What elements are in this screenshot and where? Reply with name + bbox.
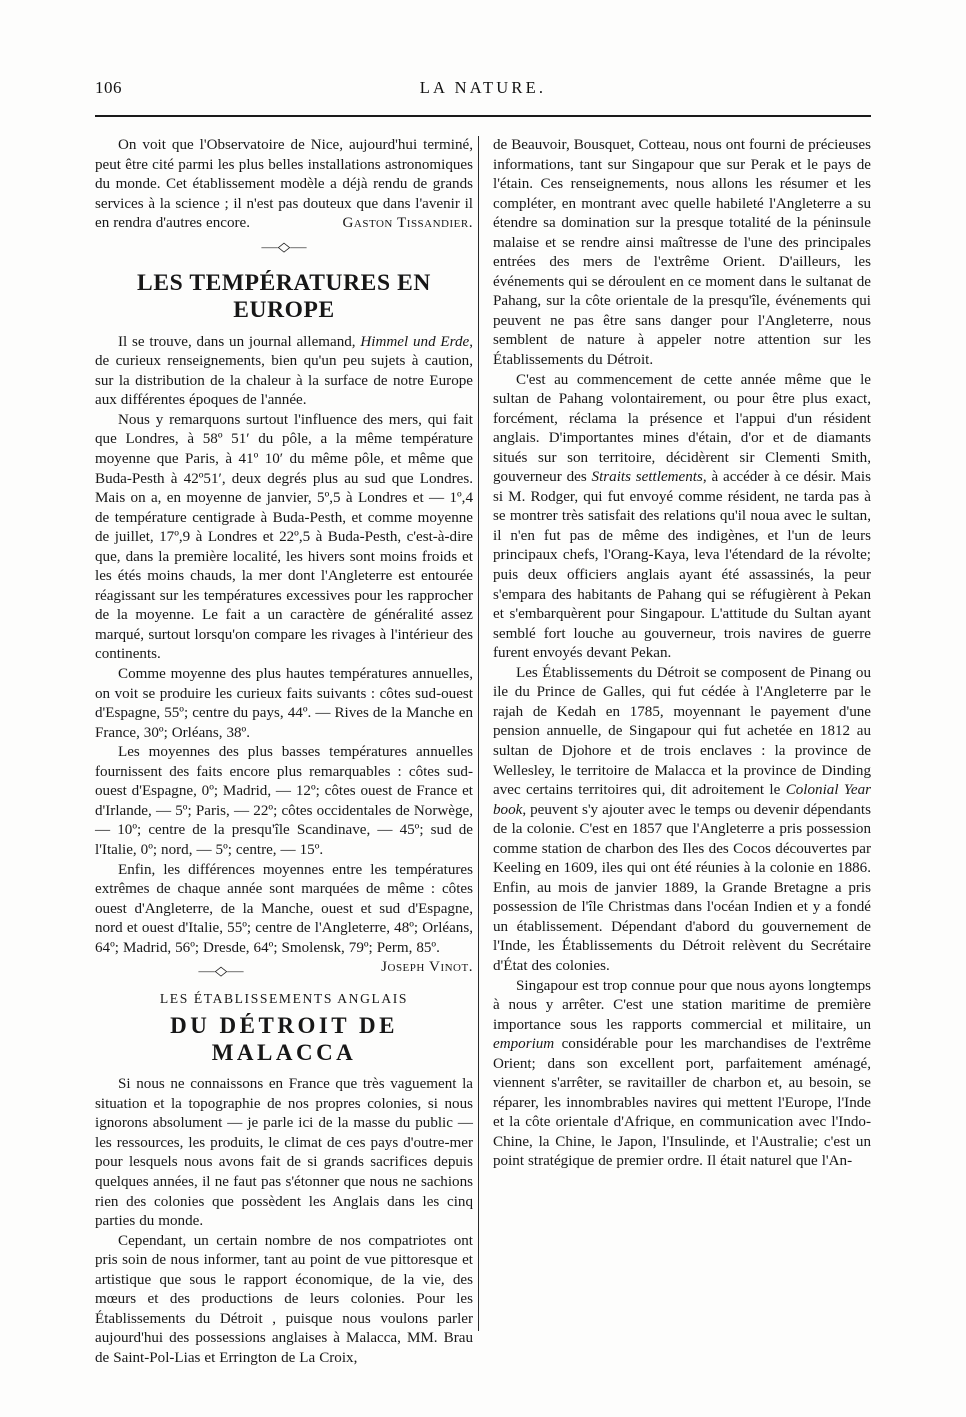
article-title-malacca: DU DÉTROIT DE MALACCA: [170, 1013, 398, 1066]
journal-title: LA NATURE.: [419, 78, 547, 97]
paragraph-right-3: [493, 664, 871, 977]
column-divider-rule: [478, 136, 479, 1331]
paragraph-text-a: C'est au commencement de cette année même que le sultan de Pahang volontairement, ou pour être plus exact, forcément, réclama la présence et l'appui d'un résident anglais. D'importantes mines d'étain, d'or et de diamants situés sur son territoire, décidèrent sir Clementi Smith, gouverneur des: [493, 371, 871, 486]
running-head: [95, 78, 871, 104]
paragraph-text-b: , peuvent s'y ajouter avec le temps ou devenir dépendants de la colonie. C'est en 1857 que l'Angleterre a pris possession comme station de charbon des Iles des Cocos découvertes par Keeling en 1609, iles qui ont été réunies à la colonie en 1886. Enfin, au mois de janvier 1889, la Grande Bretagne a pris possession de l'île Christmas dans l'océan Indien et y a fondé un établissement. Dépendant d'abord du gouvernement de l'Inde, les Établissements du Détroit relèvent du Secrétaire d'État des colonies.: [493, 801, 871, 974]
paragraph-text-a: Singapour est trop connue pour que nous ayons longtemps à nous y arrêter. C'est une station maritime de première importance sous les rapports commercial et militaire, un: [493, 977, 871, 1033]
article-title-temperatures: LES TEMPÉRATURES EN EUROPE: [137, 269, 431, 323]
article-kicker-etablissements-anglais: LES ÉTABLISSEMENTS ANGLAIS: [159, 991, 409, 1007]
paragraph-temperatures-4: Les moyennes des plus basses températures annuelles fournissent des faits encore plus remarquables : côtes sud-ouest d'Espagne, 0º; Madrid, — 12º; côtes ouest de France et d'Irlande, — 5º; Paris, — 22º; côtes occidentales de Norwège, — 10º; centre de la presqu'île Scandinave, — 45º; sud de l'Italie, 0º; nord, — 5º; centre, — 15º.: [95, 744, 473, 858]
paragraph-right-4: [493, 977, 871, 1172]
ornament-divider-1: [95, 234, 473, 260]
signature-joseph-vinot: Joseph Vinot.: [381, 959, 473, 976]
paragraph-text-a: Il se trouve, dans un journal allemand,: [118, 333, 361, 350]
paragraph-text-b: , à accéder à ce désir. Mais si M. Rodger, qui fut envoyé comme résident, ne tarda pas à se montrer très satisfait des relations qu'il noua avec le sultan, il n'en fut pas de même des indigènes, et l'un de leurs principaux chefs, l'Orang-Kaya, leva l'étendard de la révolte; puis deux officiers anglais ayant été assassinés, la peur s'empara des habitants de Pahang qui se réfugièrent à Pekan et s'embarquèrent pour Singapour. L'attitude du Sultan ayant semblé fort louche au gouverneur, trois navires de guerre furent envoyés devant Pekan.: [493, 469, 871, 662]
paragraph-temperatures-2: Nous y remarquons surtout l'influence des mers, qui fait que Londres, à 58º 51′ du pôle, a la même température moyenne que Paris, à 41º 10′ du même pôle, et même que Buda-Pesth à 42º51′, deux degrés plus au sud que Londres. Mais on a, en moyenne de janvier, 5º,5 à Londres et — 1º,4 de température centigrade à Buda-Pesth, et comme moyenne de juillet, 17º,9 à Londres et 22º,5 à Buda-Pesth, c'est-à-dire que, dans la première localité, les hivers sont moins froids et les étés moins chauds, la mer dont l'Angleterre est entourée réagissant sur les températures excessives pour les rapprocher de la moyenne. Le fait a un caractère de généralité assez marqué, surtout lorsqu'on compare les rivages à l'intérieur des continents.: [95, 411, 473, 663]
paragraph-text-a: Les Établissements du Détroit se composent de Pinang ou ile du Prince de Galles, qui fut cédée à l'Angleterre par le rajah de Kedah en 1785, moyennant le payement d'une pension annuelle, de Singapour qui fut achetée en 1812 au sultan de Djohore et de trois enclaves : la province de Wellesley, le territoire de Malacca et la province de Dinding avec certains territoires qui, dit adroitement le: [493, 664, 871, 799]
paragraph-text-b: , de curieux renseignements, bien qu'un peu sujets à caution, sur la distribution de la chaleur à la surface de notre Europe aux différentes époques de l'année.: [95, 333, 473, 409]
paragraph-right-1: de Beauvoir, Bousquet, Cotteau, nous ont fourni de précieuses informations, tant sur Singapour que sur Perak et le pays de l'étain. Ces renseignements, nous allons les résumer et les compléter, en montrant avec quelle habileté l'Angleterre a su étendre sa domination sur la presque totalité de la péninsule malaise et se rendre ainsi maîtresse de l'une des principales entrées des mers de l'extrême Orient. D'ailleurs, les événements qui se déroulent en ce moment dans le sultanat de Pahang, sur la côte orientale de la presqu'île, événements qui peuvent ne pas être sans danger pour l'Angleterre, nous semblent de nature à appeler notre attention sur les Établissements du Détroit.: [493, 137, 871, 369]
paragraph-temperatures-5: [95, 861, 473, 976]
column-left: [95, 136, 473, 1366]
title-colonial-year-book: Colonial Year book: [493, 782, 872, 818]
term-straits-settlements: Straits settlements: [591, 469, 703, 486]
signature-gaston-tissandier: Gaston Tissandier.: [342, 215, 473, 232]
paragraph-malacca-2: Cependant, un certain nombre de nos compatriotes ont pris soin de nous informer, tant au point de vue pittoresque et artistique que sous le rapport économique, de la vie, des mœurs et des productions de leurs colonies. Pour les Établissements du Détroit , puisque nous voulons parler aujourd'hui des possessions anglaises à Malacca, MM. Brau de Saint-Pol-Lias et Errington de La Croix,: [95, 1232, 473, 1366]
ornament-glyph: —◇—: [261, 238, 307, 254]
paragraph-right-2: [493, 371, 871, 664]
paragraph-text-b: considérable pour les marchandises de l'extrême Orient; dans son excellent port, parfaitement aménagé, viennent s'arrêter, se ravitailler de charbon et, au besoin, se réparer, les innombrables navires qui mettent l'Europe, l'Inde et la côte orientale d'Afrique, en communication avec l'Indo-Chine, la Chine, le Japon, l'Insulinde, et l'Australie; c'est un point stratégique de premier ordre. Il était naturel que l'An-: [493, 1036, 871, 1170]
paragraph-nice-observatory: [95, 136, 473, 234]
page-number: 106: [95, 78, 122, 97]
paragraph-temperatures-3: Comme moyenne des plus hautes températures annuelles, on voit se produire les curieux faits suivants : côtes sud-ouest d'Espagne, 55º; centre du pays, 44º. — Rives de la Manche en France, 30º; Orléans, 38º.: [95, 666, 473, 741]
paragraph-text: On voit que l'Observatoire de Nice, aujourd'hui terminé, peut être cité parmi les plus belles installations astronomiques du monde. Cet établissement modèle a déjà rendu de grands services à la science ; il n'est pas douteux que dans l'avenir il en rendra d'autres encore.: [95, 137, 473, 232]
paragraph-malacca-1: Si nous ne connaissons en France que très vaguement la situation et la topographie de nos propres colonies, si nous ignorons absolument — je parle ici de la masse du public — les ressources, les produits, le climat de ces pays d'outre-mer pour lesquels nous avons fait de si grands sacrifices depuis quelques années, il ne faut pas s'étonner que nous ne sachions rien des colonies que possèdent les Anglais dans les cinq parties du monde.: [95, 1076, 473, 1230]
header-rule: [95, 115, 871, 117]
paragraph-text: Enfin, les différences moyennes entre les températures extrêmes de chaque année sont marquées de même : côtes ouest d'Angleterre, de la Manche, ouest et sud d'Espagne, nord et ouest d'Italie, 55º; centre de l'Angleterre, 48º; Orléans, 64º; Madrid, 56º; Dresde, 64º; Smolensk, 79º; Perm, 85º.: [95, 861, 473, 956]
term-emporium: emporium: [493, 1036, 555, 1053]
journal-name-himmel-und-erde: Himmel und Erde: [360, 333, 470, 350]
ornament-glyph: —◇—: [198, 963, 244, 979]
column-right: [493, 136, 871, 1336]
paragraph-temperatures-1: [95, 333, 473, 411]
